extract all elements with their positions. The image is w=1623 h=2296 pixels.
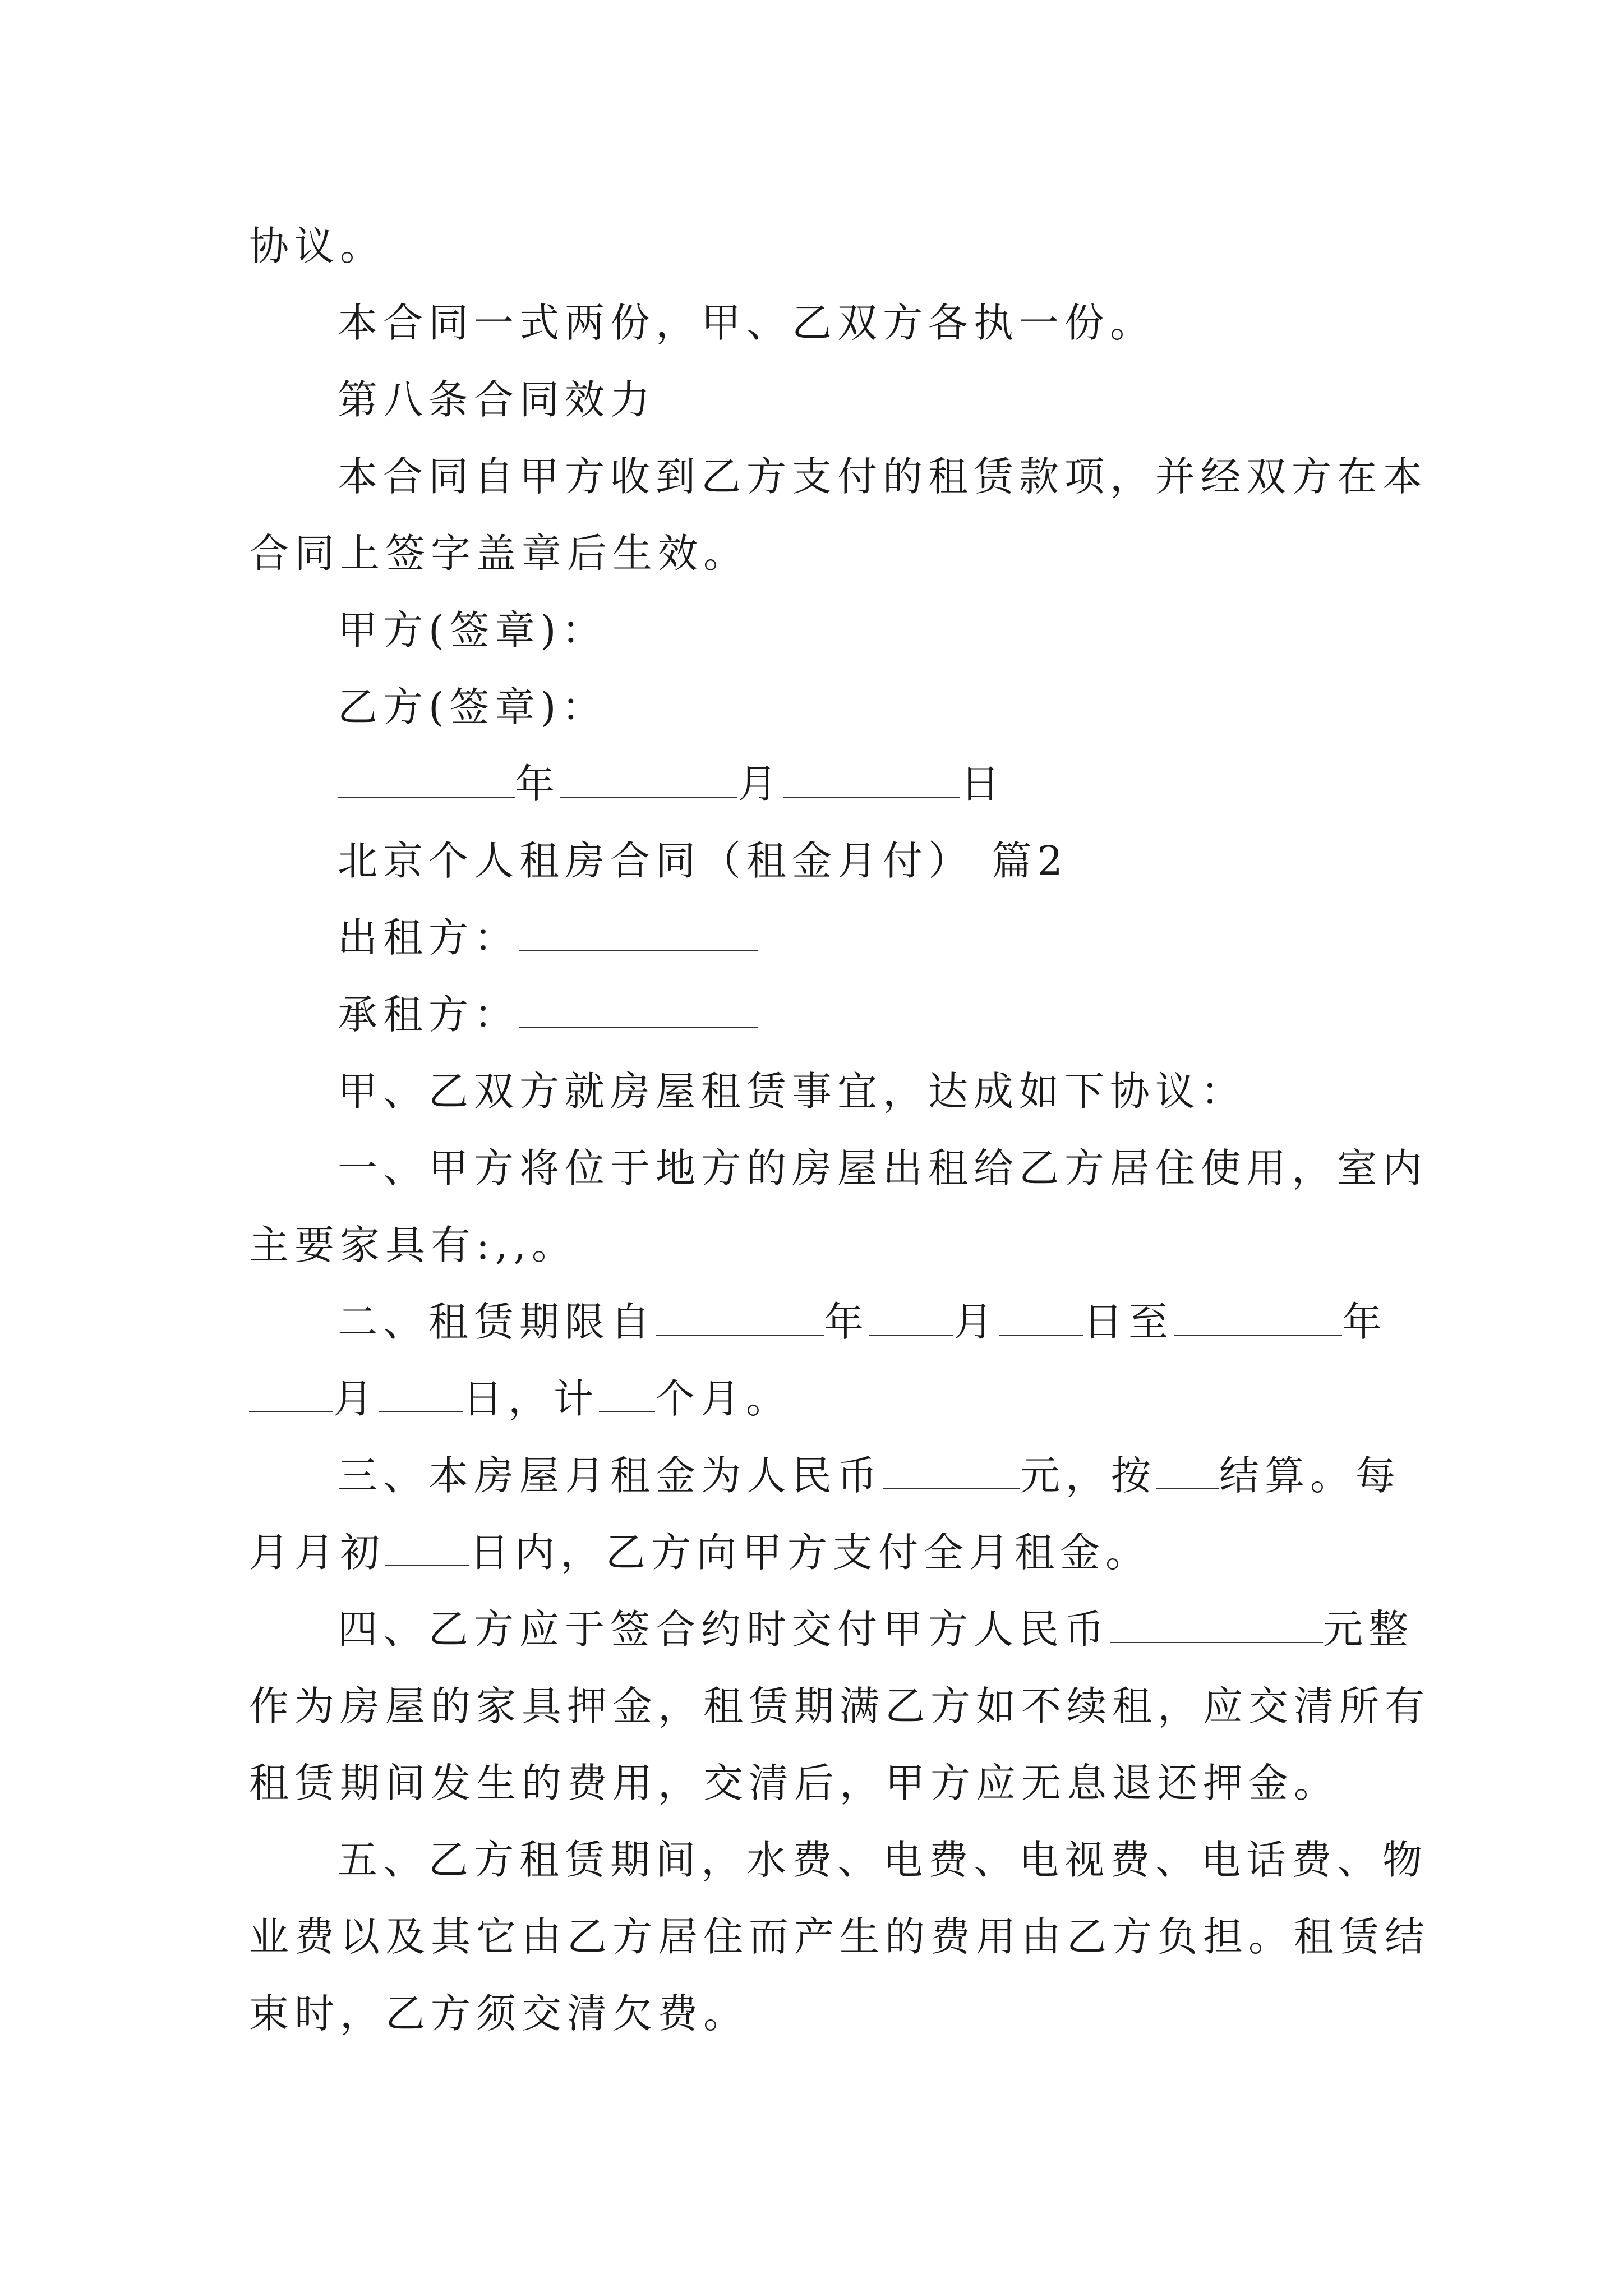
section-heading: 第八条合同效力	[338, 376, 656, 423]
paragraph-text: 租赁期间发生的费用，交清后，甲方应无息退还押金。	[249, 1760, 1340, 1806]
blank-field	[379, 1377, 463, 1412]
blank-field	[1156, 1453, 1219, 1489]
text-line	[249, 208, 1387, 284]
text-line	[249, 1591, 1414, 1668]
text-line	[249, 899, 1387, 976]
paragraph-text: 二、租赁期限自	[338, 1299, 656, 1345]
text-line	[249, 284, 1387, 361]
blank-field	[385, 1530, 469, 1566]
blank-field	[783, 762, 960, 798]
text-line	[249, 1207, 1387, 1283]
paragraph-text: 三、本房屋月租金为人民币	[338, 1452, 883, 1499]
contract-title: 北京个人租房合同（租金月付） 篇2	[338, 838, 1068, 884]
date-day-label: 日	[960, 761, 1006, 807]
blank-field	[999, 1300, 1083, 1336]
blank-field	[1110, 1607, 1323, 1643]
paragraph-text: 月	[953, 1299, 999, 1345]
paragraph-text: 月月初	[249, 1529, 386, 1576]
paragraph-text: 本合同自甲方收到乙方支付的租赁款项，并经双方在本	[338, 453, 1428, 500]
text-line	[249, 1745, 1387, 1821]
paragraph-text: 结算。每	[1219, 1452, 1401, 1499]
blank-field	[519, 915, 758, 951]
blank-field	[869, 1300, 953, 1336]
signature-label-party-a: 甲方(签章)：	[338, 607, 607, 654]
paragraph-text: 个月。	[655, 1375, 792, 1422]
text-line	[249, 1130, 1428, 1207]
paragraph-text: 五、乙方租赁期间，水费、电费、电视费、电话费、物	[338, 1837, 1428, 1883]
text-line	[249, 438, 1428, 515]
text-line	[249, 1514, 1387, 1591]
paragraph-text: 一、甲方将位于地方的房屋出租给乙方居住使用，室内	[338, 1145, 1428, 1191]
paragraph-text: 日，计	[463, 1375, 600, 1422]
text-line	[249, 515, 1387, 592]
lessee-label: 承租方：	[338, 991, 520, 1038]
text-line	[249, 976, 1387, 1053]
paragraph-text: 元，按	[1020, 1452, 1157, 1499]
date-year-label: 年	[515, 761, 561, 807]
blank-field	[599, 1377, 655, 1412]
text-line	[249, 361, 1387, 438]
blank-field	[249, 1377, 333, 1412]
paragraph-text: 年	[824, 1299, 870, 1345]
paragraph-text: 本合同一式两份，甲、乙双方各执一份。	[338, 300, 1156, 346]
text-line	[249, 1898, 1431, 1975]
paragraph-text: 主要家具有:,,。	[249, 1222, 578, 1268]
text-line	[249, 592, 1387, 669]
text-line	[249, 1053, 1387, 1130]
blank-field	[656, 1300, 824, 1336]
signature-label-party-b: 乙方(签章)：	[338, 684, 607, 730]
lessor-label: 出租方：	[338, 914, 520, 961]
text-line	[249, 1975, 1387, 2052]
blank-field	[1174, 1300, 1342, 1336]
paragraph-text: 年	[1342, 1299, 1388, 1345]
paragraph-text: 甲、乙双方就房屋租赁事宜，达成如下协议：	[338, 1068, 1247, 1115]
text-line	[249, 669, 1387, 746]
text-line	[249, 822, 1387, 899]
text-line	[249, 1283, 1387, 1360]
blank-field	[560, 762, 737, 798]
paragraph-text: 四、乙方应于签合约时交付甲方人民币	[338, 1606, 1110, 1653]
paragraph-text: 作为房屋的家具押金，租赁期满乙方如不续租，应交清所有	[249, 1683, 1431, 1729]
paragraph-text: 束时，乙方须交清欠费。	[249, 1990, 749, 2037]
paragraph-text: 协议。	[249, 223, 386, 269]
text-line	[249, 1360, 1387, 1437]
document-body	[249, 208, 1431, 2052]
paragraph-text: 合同上签字盖章后生效。	[249, 530, 749, 577]
text-line	[249, 1437, 1401, 1514]
date-month-label: 月	[737, 761, 783, 807]
blank-field	[883, 1453, 1020, 1489]
paragraph-text: 日至	[1083, 1299, 1174, 1345]
blank-field	[338, 762, 515, 798]
text-line	[249, 1821, 1428, 1898]
paragraph-text: 月	[333, 1375, 379, 1422]
blank-field	[519, 992, 758, 1028]
paragraph-text: 业费以及其它由乙方居住而产生的费用由乙方负担。租赁结	[249, 1913, 1431, 1960]
text-line	[249, 1668, 1431, 1745]
paragraph-text: 元整	[1323, 1606, 1414, 1653]
date-line	[249, 746, 1387, 822]
paragraph-text: 日内，乙方向甲方支付全月租金。	[469, 1529, 1151, 1576]
